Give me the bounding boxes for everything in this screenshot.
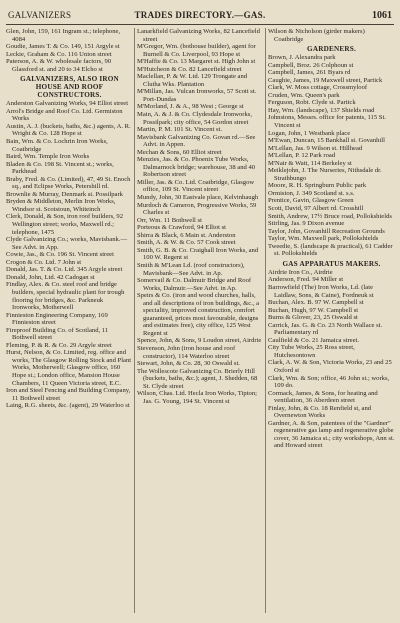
directory-entry: Caulfield & Co. 21 Jamaica street. bbox=[268, 336, 360, 344]
directory-entry: Mechan & Sons, 60 Elliot street bbox=[137, 148, 222, 156]
directory-entry: Tweedie, S. (landscape & practical), 61 Cadder st. Pollokshields bbox=[268, 242, 393, 258]
section-heading: GALVANIZERS, ALSO IRON HOUSE AND ROOF CONSTRUCTORS. bbox=[20, 75, 119, 100]
directory-entry: Crogon & Co. Ltd. 7 John st bbox=[6, 258, 82, 266]
directory-entry: Campbell, James, 261 Byars rd bbox=[268, 69, 351, 77]
directory-entry: M'Gregor, Wm. (bothouse builder), agent for Burnell & Co. Liverpool, 93 Hope st bbox=[137, 43, 256, 58]
directory-entry: Menzies, Jas. & Co. Phoenix Tube Works, Dalmarnock bridge; warehouse, 38 and 40 Robertson street bbox=[137, 156, 256, 179]
directory-entry: Main, A. & J. & Co. Clydesdale Ironworks, Possilpark; city office, 54 Gordon street bbox=[137, 111, 253, 126]
directory-entry: Bryden & Middleton, Merlin Iron Works, Windsor st. Scotstoun, Whiteinch bbox=[6, 198, 116, 213]
directory-entry: Wilson, Chas. Ltd. Hecla Iron Works, Tipton; Jas. G. Young, 194 St. Vincent st bbox=[137, 390, 257, 405]
directory-entry: Gardner, A. & Son, patentees of the "Gardner" regenerative gas lamp and regenerative globe cover, 36 Jamaica st.; city workshops, Ann st. and Howard street bbox=[268, 419, 395, 450]
directory-entry: Ormiston, J. 349 Scotland st. s.s. bbox=[268, 189, 355, 197]
directory-entry: M'Lellan, Jas. 9 Wilson st. Hillhead bbox=[268, 144, 363, 152]
directory-entry: Finnieston Engineering Company, 169 Finnieston street bbox=[6, 311, 108, 327]
directory-entry: Burns & Glover, 23, 25 Oswald st bbox=[268, 314, 358, 322]
directory-entry: Cowie, Jas., & Co. 196 St. Vincent street bbox=[6, 251, 114, 259]
running-head-left: GALVANIZERS bbox=[8, 10, 72, 20]
directory-entry: Shirra & Black, 6 Main st. Anderston bbox=[137, 231, 236, 239]
column-divider bbox=[265, 28, 266, 613]
directory-entry: M'Ewan, Duncan, 15 Bankhall st. Govanhill bbox=[268, 137, 385, 145]
directory-entry: Somervail & Co. Dalmuir Bridge and Roof Works, Dalmuir.—See Advt. in Ap. bbox=[137, 277, 252, 292]
directory-entry: Arrol's Bridge and Roof Co. Ltd. Germiston Works bbox=[6, 107, 123, 123]
directory-entry: Meiklejohn, J. The Nurseries, Nithsdale dr. Strathbungo bbox=[268, 167, 382, 182]
directory-entry: Mundy, John, 30 Eastvale place, Kelvinhaugh bbox=[137, 194, 259, 202]
directory-entry: Paterson, A. & W. wholesale factors, 90 Glassford st. and 20 to 34 Elcho st bbox=[6, 58, 112, 73]
column-divider bbox=[134, 28, 135, 613]
directory-entry: Leckie, Graham & Co. 116 Union street bbox=[6, 50, 112, 58]
directory-entry: Brownlie & Murray, Denmark st. Possilpark bbox=[6, 190, 123, 198]
running-head-center bbox=[134, 10, 265, 21]
directory-entry: Iron and Steel Fencing and Building Company, 11 Bothwell street bbox=[6, 387, 131, 402]
directory-entry: Fireproof Building Co. of Scotland, 11 Bothwell street bbox=[6, 326, 109, 342]
directory-entry: Miller, Jas. & Co. Ltd. Coatbridge, Glasgow office, 109 St. Vincent street bbox=[137, 178, 255, 194]
page-header bbox=[6, 10, 394, 25]
directory-entry: City Tube Works, 25 Ross street, Hutchesontown bbox=[268, 344, 355, 359]
directory-entry: Clark, Wm. & Son; office, 46 John st.; works, 109 do. bbox=[268, 374, 390, 390]
directory-entry: Caughie, James, 19 Maxwell street, Partick bbox=[268, 76, 383, 84]
directory-entry: Martin, P. M. 101 St. Vincent st. bbox=[137, 126, 223, 134]
directory-entry: Taylor, John, Govanhill Recreation Grounds bbox=[268, 227, 385, 235]
directory-entry: M'Hutcheon & Co. 82 Lancefield street bbox=[137, 65, 242, 73]
directory-entry: Stirling, Jas. 9 Dixon avenue bbox=[268, 220, 345, 228]
section-heading: GARDENERS. bbox=[307, 45, 356, 54]
directory-entry: Cormack, James, & Sons, for heating and ventilation, 36 Aberdeen street bbox=[268, 389, 378, 405]
directory-entry: Hay, Wm. (landscape), 137 Shields road bbox=[268, 106, 375, 114]
column-middle bbox=[137, 28, 264, 405]
directory-entry: Fleming, P. & R. & Co. 29 Argyle street bbox=[6, 341, 112, 349]
directory-entry: M'Nair & Watt, 114 Berkeley st bbox=[268, 159, 352, 167]
column-left bbox=[6, 28, 133, 410]
directory-entry: Smith, G. B. & Co. Craighall Iron Works, and 100 W. Regent st bbox=[137, 246, 259, 262]
directory-entry: Logan, John, 1 Westbank place bbox=[268, 129, 351, 137]
directory-entry: M'Millan, Jas. Vulcan Ironworks, 57 Scott st. Port-Dundas bbox=[137, 88, 257, 103]
directory-entry: Glen, John, 159, 161 Ingram st.; telephone, 4084 bbox=[6, 28, 121, 43]
running-head-suffix: —GAS. bbox=[234, 10, 266, 20]
directory-entry: Carrick, Jas. G. & Co. 23 North Wallace st. Parliamentary rd bbox=[268, 321, 383, 337]
directory-entry: Smith, A. & W. & Co. 57 Cook street bbox=[137, 239, 236, 247]
directory-entry: Porteous & Crawford, 94 Elliot st bbox=[137, 224, 227, 232]
directory-entry: Clark, A. W. & Son, Victoria Works, 23 and 25 Oxford st bbox=[268, 359, 392, 374]
directory-entry: Spence, John, & Sons, 9 Loudon street, Airdrie bbox=[137, 337, 262, 345]
directory-entry: Laing, R.G. sheets, &c. (agent), 29 Waterloo st bbox=[6, 402, 130, 410]
directory-entry: Smith, Andrew, 17½ Bruce road, Pollokshields bbox=[268, 212, 392, 220]
directory-entry: Moore, R. H. Springburn Public park bbox=[268, 182, 367, 190]
directory-entry: Stevenson, John (iron house and roof constructor), 114 Waterloo street bbox=[137, 344, 236, 360]
directory-entry: Wilson & Nicholson (girder makers) Coatbridge bbox=[268, 28, 365, 43]
directory-entry: Scott, David, 97 Albert rd. Crosshill bbox=[268, 205, 364, 213]
directory-entry: Donald, Jas. T. & Co. Ltd. 345 Argyle street bbox=[6, 266, 123, 274]
directory-entry: M'Lellan, P. 12 Park road bbox=[268, 152, 336, 160]
directory-entry: Barrowfield (The) Iron Works, Ld. (late Laidlaw, Sons, & Caine), Fordneuk st bbox=[268, 283, 374, 299]
directory-entry: Cruden, Wm. Queen's park bbox=[268, 91, 340, 99]
column-right bbox=[268, 28, 395, 450]
directory-entry: M'Morland, J. & A., 98 West ; George st bbox=[137, 103, 244, 111]
section-heading: GAS APPARATUS MAKERS. bbox=[282, 259, 381, 268]
directory-entry: Clark, W. Moss cottage, Crossmyloof bbox=[268, 84, 368, 92]
directory-entry: Ferguson, Robt. Clyde st. Partick bbox=[268, 99, 356, 107]
directory-entry: Taylor, Wm. Maxwell park, Pollokshields bbox=[268, 235, 379, 243]
directory-entry: Hurst, Nelson, & Co. Limited, reg. office and works, The Glasgow Rolling Stock and Plant Works, Motherwell; Glasgow office, 160 Hope st.; London office, Mansion House Chambers, 11 Queen Victoria street, E.C. bbox=[6, 349, 132, 387]
directory-entry: Clerk, Donald, & Son, iron roof builders, 92 Wellington street; works, Maxwell rd.; telephone, 1475 bbox=[6, 213, 124, 236]
directory-entry: Smith & M'Lean Ld. (roof constructors), Mavisbank—See Advt. in Ap. bbox=[137, 261, 245, 277]
directory-entry: Bladen & Co. 198 St. Vincent st.; works, Parkhead bbox=[6, 160, 114, 176]
page-number: 1061 bbox=[372, 10, 392, 21]
directory-entry: Maclellan, P. & W. Ltd. 129 Trongate and Clutha Wks. Plantation bbox=[137, 73, 248, 88]
directory-entry: Findlay, Alex. & Co. steel roof and bridge builders, special hydraulic plant for trough flooring for bridges, &c. Parkneuk Ironworks, Motherwell bbox=[6, 281, 125, 312]
directory-entry: The Wollescote Galvanizing Co. Brierly Hill (buckets, baths, &c.); agent, J. Shedden, 68 St. Clyde street bbox=[137, 367, 258, 390]
directory-entry: Murdoch & Cameron, Progressive Works, 59 Charles st bbox=[137, 201, 257, 217]
directory-entry: Goudie, James T. & Co. 149, 151 Argyle st bbox=[6, 43, 120, 51]
directory-entry: Campbell, Broz. 26 Colphoun st bbox=[268, 61, 354, 69]
directory-entry: Buchan, Hugh, 97 W. Campbell st bbox=[268, 306, 359, 314]
directory-entry: M'Haffie & Co. 13 Margaret st. High John st bbox=[137, 58, 256, 66]
directory-entry: Braby, Fred. & Co. (Limited), 47, 49 St. Enoch sq., and Eclipse Works, Petershill rd. bbox=[6, 175, 131, 191]
directory-entry: Orr, Wm. 11 Bothwell st bbox=[137, 216, 202, 224]
directory-entry: Donald, John, Ltd. 42 Cadogan st bbox=[6, 273, 95, 281]
directory-entry: Austin, A. J. (buckets, baths, &c.) agents, A. R. Wright & Co. 128 Hope st bbox=[6, 122, 131, 138]
directory-entry: Stewart, John, & Co. 28, 30 Oswald st. bbox=[137, 360, 240, 368]
directory-entry: Mavisbank Galvanizing Co. Govan rd.—See Advt. in Appen. bbox=[137, 133, 256, 149]
directory-entry: Clyde Galvanizing Co.; works, Mavisbank.—See Advt. in App. bbox=[6, 236, 128, 251]
directory-entry: Anderson, Fred. 94 Miller st bbox=[268, 276, 344, 284]
directory-entry: Buchan, Alex. B. 97 W. Campbell st bbox=[268, 299, 364, 307]
directory-entry: Lanarkfield Galvanizing Works, 82 Lancefield street bbox=[137, 28, 260, 43]
directory-entry: Finlay, John, & Co. 18 Renfield st, and Overnewton Works bbox=[268, 404, 372, 420]
directory-entry: Prentice, Gavin, Glasgow Green bbox=[268, 197, 354, 205]
directory-entry: Speirs & Co. (iron and wood churches, halls, and all descriptions of iron buildings, &c., a speciality, improved construction, comfort guaranteed, prices most favourable, designs and estimates free), city office, 125 West Regent st bbox=[137, 292, 260, 337]
directory-entry: Brown, J. Alexandra park bbox=[268, 54, 336, 62]
directory-entry: Baird, Wm. Temple Iron Works bbox=[6, 153, 90, 161]
directory-entry: Anderston Galvanizing Works, 94 Elliot street bbox=[6, 100, 129, 108]
directory-entry: Johnstons, Messrs. office for patents, 115 St. Vincent st bbox=[268, 114, 386, 130]
running-head-title: TRADES DIRECTORY. bbox=[134, 10, 235, 20]
directory-entry: Bain, Wm. & Co. Lochrin Iron Works, Coatbridge bbox=[6, 138, 108, 153]
directory-entry: Airdrie Iron Co., Airdrie bbox=[268, 268, 333, 276]
